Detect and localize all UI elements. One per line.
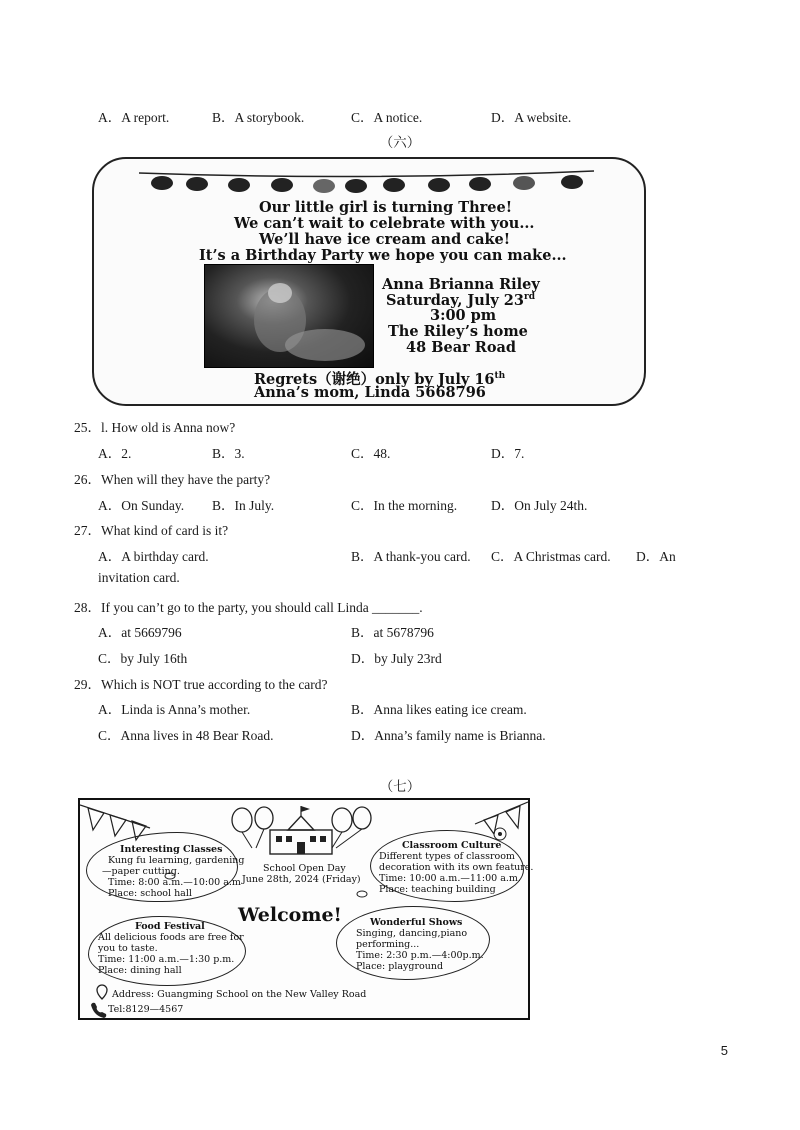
open-day-title: School Open Day — [263, 863, 346, 874]
interesting-classes-place: Place: school hall — [108, 888, 192, 899]
q29-option-b: B．Anna likes eating ice cream. — [351, 702, 527, 717]
poster-address: Address: Guangming School on the New Valley Road — [112, 989, 367, 1000]
wonderful-shows-line-2: performing... — [356, 939, 420, 950]
food-festival-place: Place: dining hall — [98, 965, 182, 976]
wonderful-shows-place: Place: playground — [356, 961, 444, 972]
card-place: The Riley’s home — [388, 323, 528, 340]
q25-option-c: C．48. — [351, 446, 391, 461]
card-regrets: Regrets（谢绝）only by July 16 — [254, 371, 495, 388]
wonderful-shows-line-1: Singing, dancing,piano — [356, 928, 468, 939]
q27-option-b: B．A thank-you card. — [351, 549, 471, 564]
q28-option-c: C．by July 16th — [98, 651, 188, 666]
q27-option-a: A．A birthday card. — [98, 549, 209, 564]
food-festival-line-2: you to taste. — [98, 943, 158, 954]
q25-option-b: B．3. — [212, 446, 245, 461]
classroom-culture-place: Place: teaching building — [379, 884, 496, 895]
section-6-heading: （六） — [379, 135, 421, 150]
wonderful-shows-title: Wonderful Shows — [370, 917, 463, 928]
school-open-day-poster — [78, 798, 534, 1020]
classroom-culture-time: Time: 10:00 a.m.—11:00 a.m. — [379, 873, 521, 884]
q28-option-b: B．at 5678796 — [351, 625, 434, 640]
open-day-date: June 28th, 2024 (Friday) — [242, 874, 361, 885]
poster-tel: Tel:8129—4567 — [108, 1004, 184, 1015]
classroom-culture-line-1: Different types of classroom — [379, 851, 515, 862]
q24-option-c: C．A notice. — [351, 110, 423, 125]
card-regrets-suffix: th — [494, 371, 506, 382]
q29-option-d: D．Anna’s family name is Brianna. — [351, 728, 546, 743]
party-invitation-card — [92, 157, 646, 406]
q26-stem: 26．When will they have the party? — [74, 472, 271, 487]
card-contact: Anna’s mom, Linda 5668796 — [254, 384, 486, 401]
q24-option-a: A．A report. — [98, 110, 170, 125]
card-line-1-three: Three! — [458, 199, 513, 216]
welcome-text: Welcome! — [238, 904, 342, 926]
q26-option-d: D．On July 24th. — [491, 498, 588, 513]
classroom-culture-line-2: decoration with its own feature. — [379, 862, 534, 873]
classroom-culture-title: Classroom Culture — [402, 840, 502, 851]
q29-option-c: C．Anna lives in 48 Bear Road. — [98, 728, 274, 743]
card-line-4: It’s a Birthday Party we hope you can make... — [199, 247, 567, 264]
food-festival-time: Time: 11:00 a.m.—1:30 p.m. — [98, 954, 235, 965]
q29-option-a: A．Linda is Anna’s mother. — [98, 702, 251, 717]
q29-stem: 29．Which is NOT true according to the card? — [74, 677, 328, 692]
interesting-classes-title: Interesting Classes — [120, 844, 223, 855]
q28-option-a: A．at 5669796 — [98, 625, 182, 640]
bunting-decoration — [94, 159, 644, 204]
q27-option-c: C．A Christmas card. — [491, 549, 611, 564]
food-festival-title: Food Festival — [135, 921, 205, 932]
interesting-classes-line-2: —paper cutting. — [102, 866, 180, 877]
q24-option-d: D．A website. — [491, 110, 572, 125]
page-number: 5 — [720, 1043, 728, 1058]
card-time: 3:00 pm — [430, 307, 497, 324]
card-line-1: Our little girl is turning — [259, 199, 459, 216]
q25-stem: 25．l. How old is Anna now? — [74, 420, 236, 435]
interesting-classes-line-1: Kung fu learning, gardening — [108, 855, 245, 866]
q27-stem: 27．What kind of card is it? — [74, 523, 229, 538]
cake-photo — [204, 264, 374, 368]
q27-option-d-wrap: invitation card. — [98, 570, 180, 585]
interesting-classes-time: Time: 8:00 a.m.—10:00 a.m — [108, 877, 241, 888]
q24-option-b: B．A storybook. — [212, 110, 305, 125]
card-line-2: We can’t wait to celebrate with you... — [234, 215, 535, 232]
card-date: Saturday, July 23 — [386, 292, 524, 309]
q28-option-d: D．by July 23rd — [351, 651, 442, 666]
q26-option-a: A．On Sunday. — [98, 498, 185, 513]
wonderful-shows-time: Time: 2:30 p.m.—4:00p.m. — [356, 950, 484, 961]
q25-option-d: D．7. — [491, 446, 525, 461]
card-name: Anna Brianna Riley — [382, 276, 540, 293]
section-7-heading: （七） — [379, 779, 421, 794]
food-festival-line-1: All delicious foods are free for — [98, 932, 244, 943]
q27-option-d: D．An — [636, 549, 676, 564]
card-address: 48 Bear Road — [406, 339, 517, 356]
q28-stem: 28．If you can’t go to the party, you should call Linda _______. — [74, 600, 423, 615]
card-date-suffix: rd — [523, 292, 536, 303]
card-line-3: We’ll have ice cream and cake! — [259, 231, 511, 248]
q26-option-c: C．In the morning. — [351, 498, 458, 513]
q25-option-a: A．2. — [98, 446, 132, 461]
q26-option-b: B．In July. — [212, 498, 275, 513]
